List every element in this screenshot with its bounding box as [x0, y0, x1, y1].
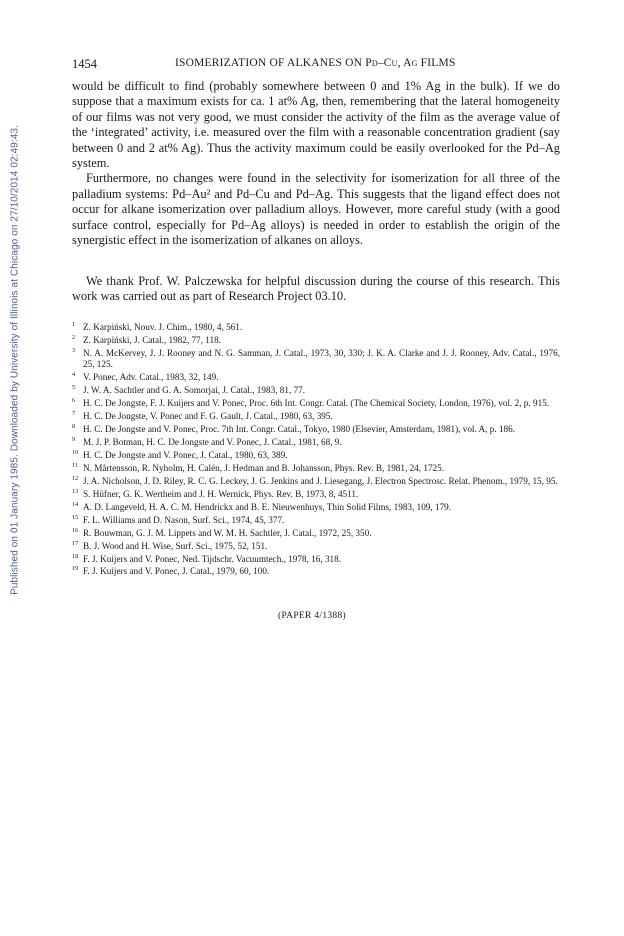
acknowledgement: [72, 274, 560, 305]
reference-list: [72, 322, 560, 579]
running-title: ISOMERIZATION OF ALKANES ON Pd–Cu, Ag FILMS: [175, 57, 456, 69]
reference-text: Z. Karpiński, J. Catal., 1982, 77, 118.: [83, 334, 221, 345]
reference-number: 4: [72, 371, 76, 379]
reference-item: [72, 348, 560, 371]
reference-text: H. C. De Jongste, V. Ponec and F. G. Gault, J. Catal., 1980, 63, 395.: [83, 411, 333, 422]
reference-item: [72, 385, 560, 397]
acknowledgement-text: We thank Prof. W. Palczewska for helpful discussion during the course of this research. This work was carried out as part of Research Project 03.10.: [72, 274, 560, 304]
reference-text: F. J. Kuijers and V. Ponec, Ned. Tijdschr. Vacuumtech., 1978, 16, 318.: [83, 553, 342, 564]
reference-item: [72, 515, 560, 527]
reference-item: [72, 450, 560, 462]
reference-text: H. C. De Jongste, F. J. Kuijers and V. Ponec, Proc. 6th Int. Congr. Catal. (The Chemical Society, London, 1976), vol. 2, p. 915.: [83, 398, 550, 409]
reference-text: F. J. Kuijers and V. Ponec, J. Catal., 1979, 60, 100.: [83, 566, 270, 577]
reference-item: [72, 554, 560, 566]
reference-number: 17: [72, 539, 79, 547]
reference-item: [72, 398, 560, 410]
reference-text: V. Ponec, Adv. Catal., 1983, 32, 149.: [83, 372, 219, 383]
reference-number: 2: [72, 333, 76, 341]
reference-number: 6: [72, 397, 76, 405]
reference-text: Z. Karpiński, Nouv. J. Chim., 1980, 4, 561.: [83, 322, 243, 332]
reference-number: 15: [72, 513, 79, 521]
paper-code: (PAPER 4/1388): [278, 611, 346, 621]
reference-text: S. Hüfner, G. K. Wertheim and J. H. Wernick, Phys. Rev. B, 1973, 8, 4511.: [83, 488, 359, 499]
reference-number: 10: [72, 449, 79, 457]
reference-number: 14: [72, 500, 79, 508]
page-number: 1454: [72, 57, 97, 71]
reference-item: [72, 528, 560, 540]
reference-text: A. D. Langeveld, H. A. C. M. Hendrickx and B. E. Nieuwenhuys, Thin Solid Films, 1983, 109, 179.: [83, 501, 452, 512]
publication-sidenote: [5, 100, 25, 620]
main-text: [72, 79, 560, 248]
reference-item: [72, 411, 560, 423]
reference-text: J. W. A. Sachtler and G. A. Somorjai, J. Catal., 1983, 81, 77.: [83, 385, 306, 396]
reference-text: N. Mårtensson, R. Nyholm, H. Calén, J. Hedman and B. Johansson, Phys. Rev. B, 1981, 24, 1725.: [83, 462, 445, 473]
reference-text: F. L. Williams and D. Nason, Surf. Sci., 1974, 45, 377.: [83, 514, 285, 525]
reference-item: [72, 372, 560, 384]
reference-item: [72, 437, 560, 449]
page-header: [72, 57, 560, 75]
reference-item: [72, 335, 560, 347]
reference-number: 3: [72, 346, 76, 354]
reference-number: 19: [72, 565, 79, 573]
reference-text: M. J. P. Botman, H. C. De Jongste and V. Ponec, J. Catal., 1981, 68, 9.: [83, 437, 342, 448]
reference-number: 12: [72, 474, 79, 482]
reference-number: 9: [72, 436, 76, 444]
reference-number: 13: [72, 487, 79, 495]
reference-text: H. C. De Jongste and V. Ponec, J. Catal., 1980, 63, 389.: [83, 450, 288, 461]
reference-item: [72, 424, 560, 436]
reference-text: J. A. Nicholson, J. D. Riley, R. C. G. Leckey, J. G. Jenkins and J. Liesegang, J. Electron Spectrosc. Relat. Phenom., 1979, 15, 95.: [83, 475, 558, 486]
reference-number: 5: [72, 384, 76, 392]
reference-text: R. Bouwman, G. J. M. Lippets and W. M. H. Sachtler, J. Catal., 1972, 25, 350.: [83, 527, 372, 538]
reference-number: 11: [72, 461, 78, 469]
reference-item: [72, 476, 560, 488]
reference-item: [72, 502, 560, 514]
reference-number: 18: [72, 552, 79, 560]
reference-number: 7: [72, 410, 76, 418]
reference-item: [72, 489, 560, 501]
body-paragraph: would be difficult to find (probably somewhere between 0 and 1% Ag in the bulk). If we do suppose that a maximum exists for ca. 1 at% Ag, then, remembering that the lateral homogeneity of our films was not very good, we must consider the activity of the film as the average value of the ‘integrated’ activity, i.e. measured over the film with a reasonable concentration gradient (say between 0 and 2 at% Ag). Thus the activity maximum could be easily overlooked for the Pd–Ag system.: [72, 79, 560, 171]
reference-number: 16: [72, 526, 79, 534]
reference-text: H. C. De Jongste and V. Ponec, Proc. 7th Int. Congr. Catal., Tokyo, 1980 (Elsevier, Amsterdam, 1981), vol. A, p. 186.: [83, 424, 516, 435]
reference-number: 8: [72, 423, 76, 431]
reference-item: [72, 566, 560, 578]
reference-number: 1: [72, 321, 76, 328]
body-paragraph: Furthermore, no changes were found in the selectivity for isomerization for all three of the palladium systems: Pd–Au² and Pd–Cu and Pd–Ag. This suggests that the ligand effect does not occur for alkane isomerization over palladium alloys. However, more careful study (with a good surface control, especially for Pd–Ag alloys) is needed in order to establish the origin of the synergistic effect in the isomerization of alkanes on alloys.: [72, 171, 560, 248]
reference-text: B. J. Wood and H. Wise, Surf. Sci., 1975, 52, 151.: [83, 540, 268, 551]
publication-sidenote-text: Published on 01 January 1985. Downloaded by University of Illinois at Chicago on 27/10/2014 02:49:43.: [9, 125, 21, 595]
reference-item: [72, 541, 560, 553]
reference-item: [72, 322, 560, 334]
reference-text: N. A. McKervey, J. J. Rooney and N. G. Samman, J. Catal., 1973, 30, 330; J. K. A. Clarke and J. J. Rooney, Adv. Catal., 1976, 25, 125.: [83, 347, 560, 370]
reference-item: [72, 463, 560, 475]
